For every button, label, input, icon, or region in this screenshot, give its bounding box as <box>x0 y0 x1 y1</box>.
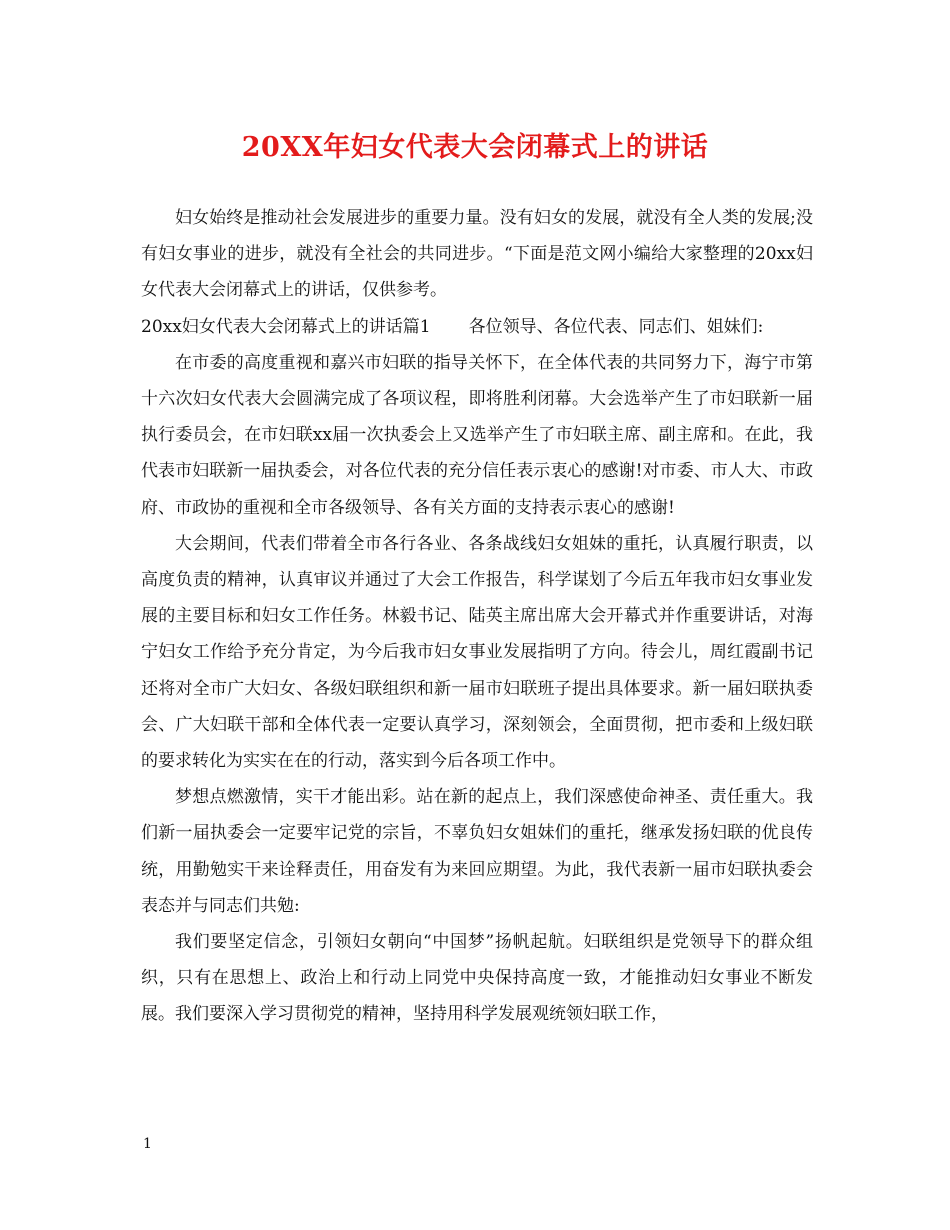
greeting: 各位领导、各位代表、同志们、姐妹们: <box>468 316 764 337</box>
page-number: 1 <box>143 1136 152 1152</box>
section-heading: 20xx妇女代表大会闭幕式上的讲话篇1 <box>141 316 431 337</box>
body-paragraph: 在市委的高度重视和嘉兴市妇联的指导关怀下，在全体代表的共同努力下，海宁市第十六次妇女代表大会圆满完成了各项议程，即将胜利闭幕。大会选举产生了市妇联新一届执行委员会，在市妇联xx届一次执委会上又选举产生了市妇联主席、副主席和。在此，我代表市妇联新一届执委会，对各位代表的充分信任表示衷心的感谢!对市委、市人大、市政府、市政协的重视和全市各级领导、各有关方面的支持表示衷心的感谢! <box>141 352 813 518</box>
body-paragraph: 梦想点燃激情，实干才能出彩。站在新的起点上，我们深感使命神圣、责任重大。我们新一届执委会一定要牢记党的宗旨，不辜负妇女姐妹们的重托，继承发扬妇联的优良传统，用勤勉实干来诠释责任，用奋发有为来回应期望。为此，我代表新一届市妇联执委会表态并与同志们共勉: <box>141 787 813 916</box>
intro-paragraph: 妇女始终是推动社会发展进步的重要力量。没有妇女的发展，就没有全人类的发展;没有妇女事业的进步，就没有全社会的共同进步。“下面是范文网小编给大家整理的20xx妇女代表大会闭幕式上的讲话，仅供参考。 <box>141 208 813 301</box>
document-body <box>141 200 813 1033</box>
body-paragraph: 我们要坚定信念，引领妇女朝向“中国梦”扬帆起航。妇联组织是党领导下的群众组织，只有在思想上、政治上和行动上同党中央保持高度一致，才能推动妇女事业不断发展。我们要深入学习贯彻党的精神，坚持用科学发展观统领妇联工作， <box>141 932 813 1025</box>
section-heading-line <box>141 309 813 345</box>
document-title: 20XX年妇女代表大会闭幕式上的讲话 <box>241 132 709 163</box>
body-paragraph: 大会期间，代表们带着全市各行各业、各条战线妇女姐妹的重托，认真履行职责，以高度负责的精神，认真审议并通过了大会工作报告，科学谋划了今后五年我市妇女事业发展的主要目标和妇女工作任务。林毅书记、陆英主席出席大会开幕式并作重要讲话，对海宁妇女工作给予充分肯定，为今后我市妇女事业发展指明了方向。待会儿，周红霞副书记还将对全市广大妇女、各级妇联组织和新一届市妇联班子提出具体要求。新一届妇联执委会、广大妇联干部和全体代表一定要认真学习，深刻领会，全面贯彻，把市委和上级妇联的要求转化为实实在在的行动，落实到今后各项工作中。 <box>141 533 813 772</box>
